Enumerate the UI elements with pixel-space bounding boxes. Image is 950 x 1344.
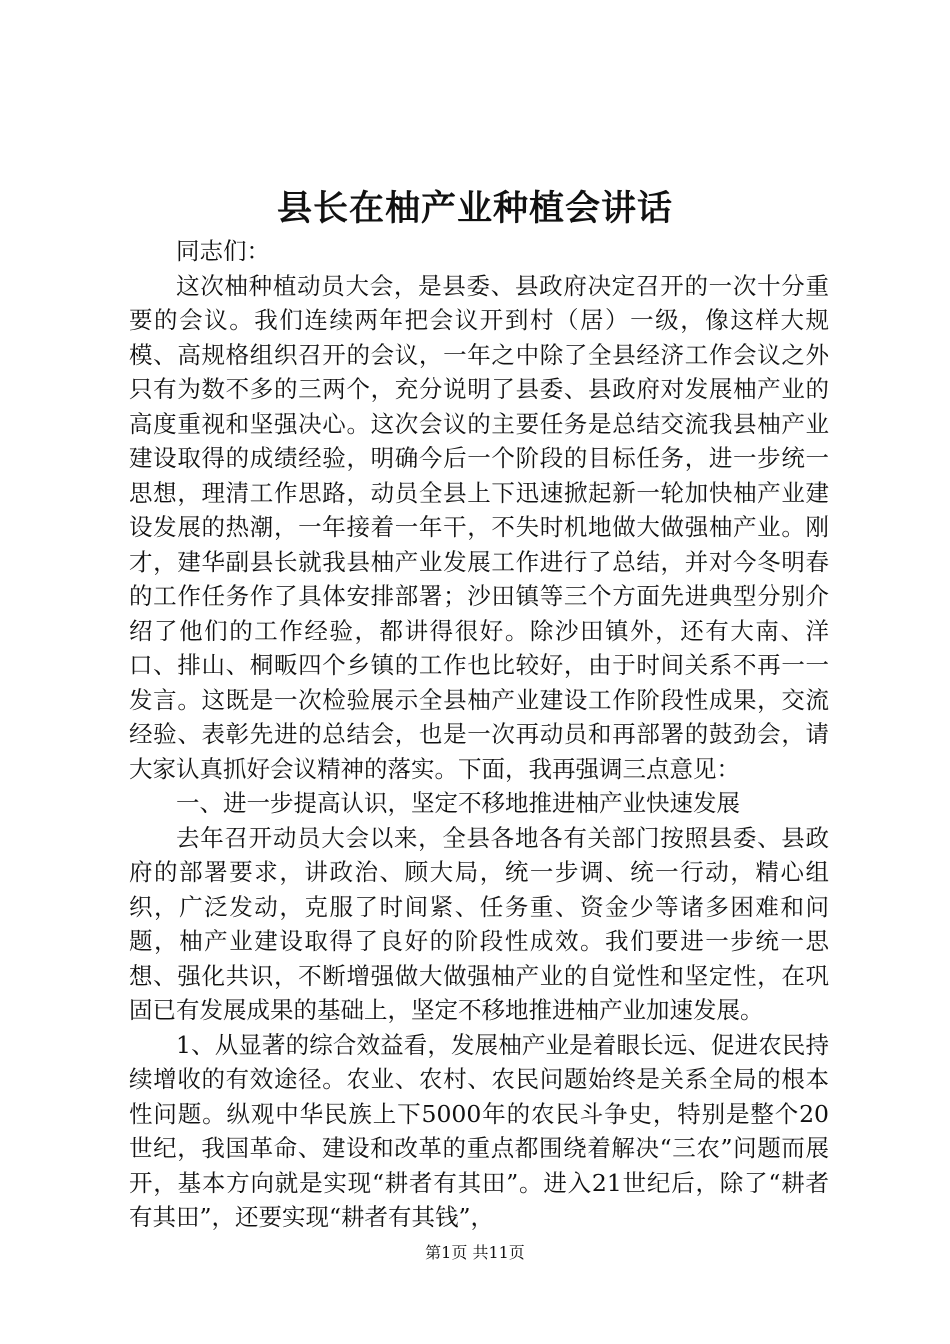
paragraph-point-1: 1、从显著的综合效益看，发展柚产业是着眼长远、促进农民持续增收的有效途径。农业、农村、农民问题始终是关系全局的根本性问题。纵观中华民族上下5000年的农民斗争史，特别是整个20世纪，我国革命、建设和改革的重点都围绕着解决“三农”问题而展开，基本方向就是实现“耕者有其田”。进入21世纪后，除了“耕者有其田”，还要实现“耕者有其钱”，: [129, 1030, 829, 1231]
salutation: 同志们：: [176, 237, 270, 265]
page-number-footer: 第1页 共11页: [425, 1243, 525, 1262]
document-body: [129, 234, 829, 1235]
section-heading: 一、进一步提高认识，坚定不移地推进柚产业快速发展: [176, 789, 740, 817]
paragraph-intro: 这次柚种植动员大会，是县委、县政府决定召开的一次十分重要的会议。我们连续两年把会议开到村（居）一级，像这样大规模、高规格组织召开的会议，一年之中除了全县经济工作会议之外只有为数不多的三两个，充分说明了县委、县政府对发展柚产业的高度重视和坚强决心。这次会议的主要任务是总结交流我县柚产业建设取得的成绩经验，明确今后一个阶段的目标任务，进一步统一思想，理清工作思路，动员全县上下迅速掀起新一轮加快柚产业建设发展的热潮，一年接着一年干，不失时机地做大做强柚产业。刚才，建华副县长就我县柚产业发展工作进行了总结，并对今冬明春的工作任务作了具体安排部署；沙田镇等三个方面先进典型分别介绍了他们的工作经验，都讲得很好。除沙田镇外，还有大南、洋口、排山、桐畈四个乡镇的工作也比较好，由于时间关系不再一一发言。这既是一次检验展示全县柚产业建设工作阶段性成果，交流经验、表彰先进的总结会，也是一次再动员和再部署的鼓劲会，请大家认真抓好会议精神的落实。下面，我再强调三点意见：: [129, 271, 829, 783]
document-title: 县长在柚产业种植会讲话: [276, 188, 673, 229]
paragraph-section-intro: 去年召开动员大会以来，全县各地各有关部门按照县委、县政府的部署要求，讲政治、顾大局，统一步调、统一行动，精心组织，广泛发动，克服了时间紧、任务重、资金少等诸多困难和问题，柚产业建设取得了良好的阶段性成效。我们要进一步统一思想、强化共识，不断增强做大做强柚产业的自觉性和坚定性，在巩固已有发展成果的基础上，坚定不移地推进柚产业加速发展。: [129, 823, 829, 1024]
